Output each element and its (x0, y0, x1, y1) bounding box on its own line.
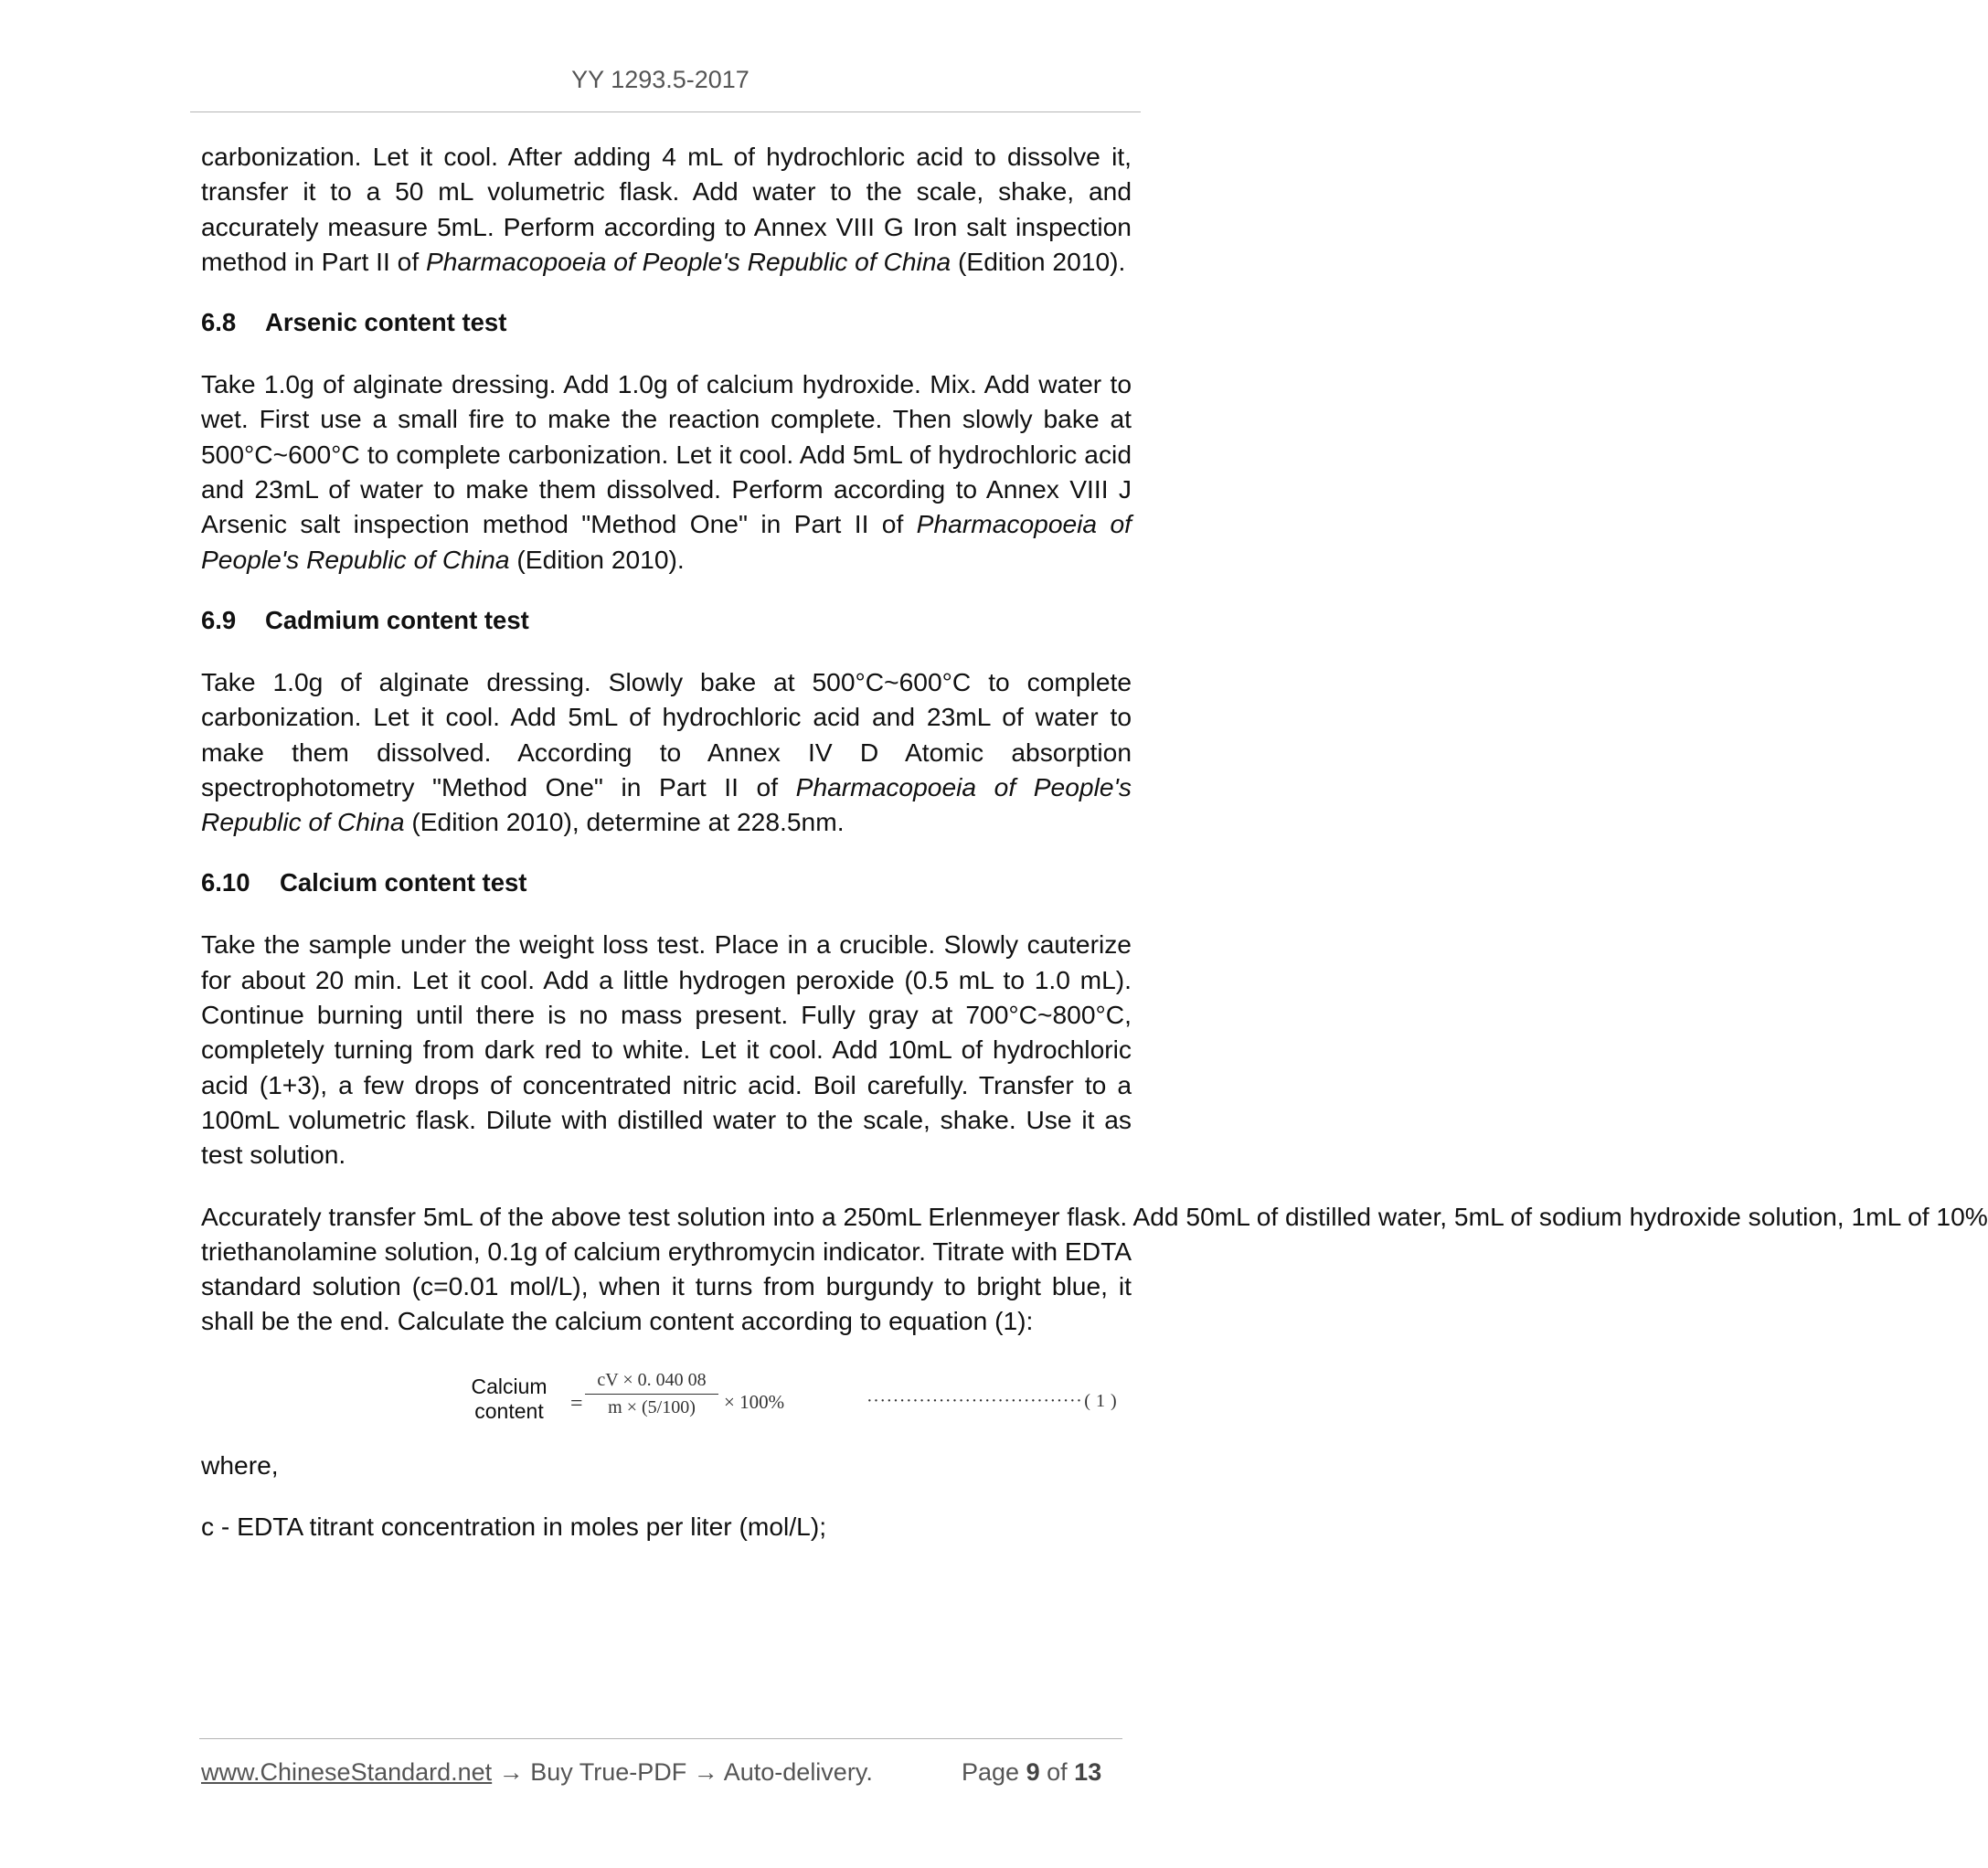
paragraph-variable-c-definition: c - EDTA titrant concentration in moles per liter (mol/L); (201, 1512, 827, 1542)
pharmacopoeia-title: Pharmacopoeia of People's Republic of China (201, 771, 1132, 837)
paragraph-iron-method-continued: carbonization. Let it cool. After adding 4 mL of hydrochloric acid to dissolve it, transfer it to a 50 mL volumetric flask. Add water to the scale, shake, and accurately measure 5mL. Perform according to Annex VIII G Iron salt inspection method in Part II of Pharmacopoeia of People's Republic of China (Edition 2010). (201, 142, 1132, 276)
paragraph-arsenic-test: Take 1.0g of alginate dressing. Add 1.0g of calcium hydroxide. Mix. Add water to wet. First use a small fire to make the reaction complete. Then slowly bake at 500°C~600°C to complete carbonization. Let it cool. Add 5mL of hydrochloric acid and 23mL of water to make them dissolved. Perform according to Annex VIII J Arsenic salt inspection method "Method One" in Part II of Pharmacopoeia of People's Republic of China (Edition 2010). (201, 369, 1132, 574)
paragraph-where: where, (201, 1449, 279, 1480)
calcium-content-equation (201, 1365, 1132, 1448)
footer-promo: www.ChineseStandard.net → Buy True-PDF → Auto-delivery. (201, 1758, 873, 1786)
footer-divider (199, 1738, 1122, 1739)
equation-percent-factor: × 100% (724, 1390, 785, 1413)
document-header-title: YY 1293.5-2017 (571, 66, 749, 93)
equation-numerator: cV × 0. 040 08 (585, 1369, 718, 1395)
section-heading-6-10: 6.10 Calcium content test (201, 868, 527, 897)
equation-fraction (585, 1369, 718, 1419)
chinesestandard-link[interactable]: www.ChineseStandard.net (201, 1758, 493, 1786)
equation-number: ································· ( 1 ) (866, 1390, 1118, 1411)
equation-label: Calcium content (471, 1374, 547, 1423)
page-indicator: Page 9 of 13 (962, 1758, 1102, 1786)
paragraph-calcium-sample-prep: Take the sample under the weight loss test. Place in a crucible. Slowly cauterize for about 20 min. Let it cool. Add a little hydrogen peroxide (0.5 mL to 1.0 mL). Continue burning until there is no mass present. Fully gray at 700°C~800°C, completely turning from dark red to white. Let it cool. Add 10mL of hydrochloric acid (1+3), a few drops of concentrated nitric acid. Boil carefully. Transfer to a 100mL volumetric flask. Dilute with distilled water to the scale, shake. Use it as test solution. (201, 929, 1132, 1170)
section-heading-6-9: 6.9 Cadmium content test (201, 605, 529, 634)
section-heading-6-8: 6.8 Arsenic content test (201, 308, 507, 337)
pharmacopoeia-title: Pharmacopoeia of People's Republic of China (425, 246, 951, 276)
equation-equals-sign: = (570, 1391, 583, 1416)
page-content (201, 139, 1988, 1544)
paragraph-cadmium-test: Take 1.0g of alginate dressing. Slowly bake at 500°C~600°C to complete carbonization. Let it cool. Add 5mL of hydrochloric acid and 23mL of water to make them dissolved. According to Annex IV D Atomic absorption spectrophotometry "Method One" in Part II of Pharmacopoeia of People's Republic of China (Edition 2010), determine at 228.5nm. (201, 666, 1132, 837)
header-divider (190, 111, 1141, 112)
equation-denominator: m × (5/100) (608, 1396, 696, 1417)
pharmacopoeia-title: Pharmacopoeia of People's Republic of China (201, 509, 1132, 574)
paragraph-calcium-titration: Accurately transfer 5mL of the above test solution into a 250mL Erlenmeyer flask. Add 50mL of distilled water, 5mL of sodium hydroxide solution, 1mL of 10% triethanolamine solution, 0.1g of calcium erythromycin indicator. Titrate with EDTA standard solution (c=0.01 mol/L), when it turns from burgundy to bright blue, it shall be the end. Calculate the calcium content according to equation (1): (201, 1201, 1988, 1336)
